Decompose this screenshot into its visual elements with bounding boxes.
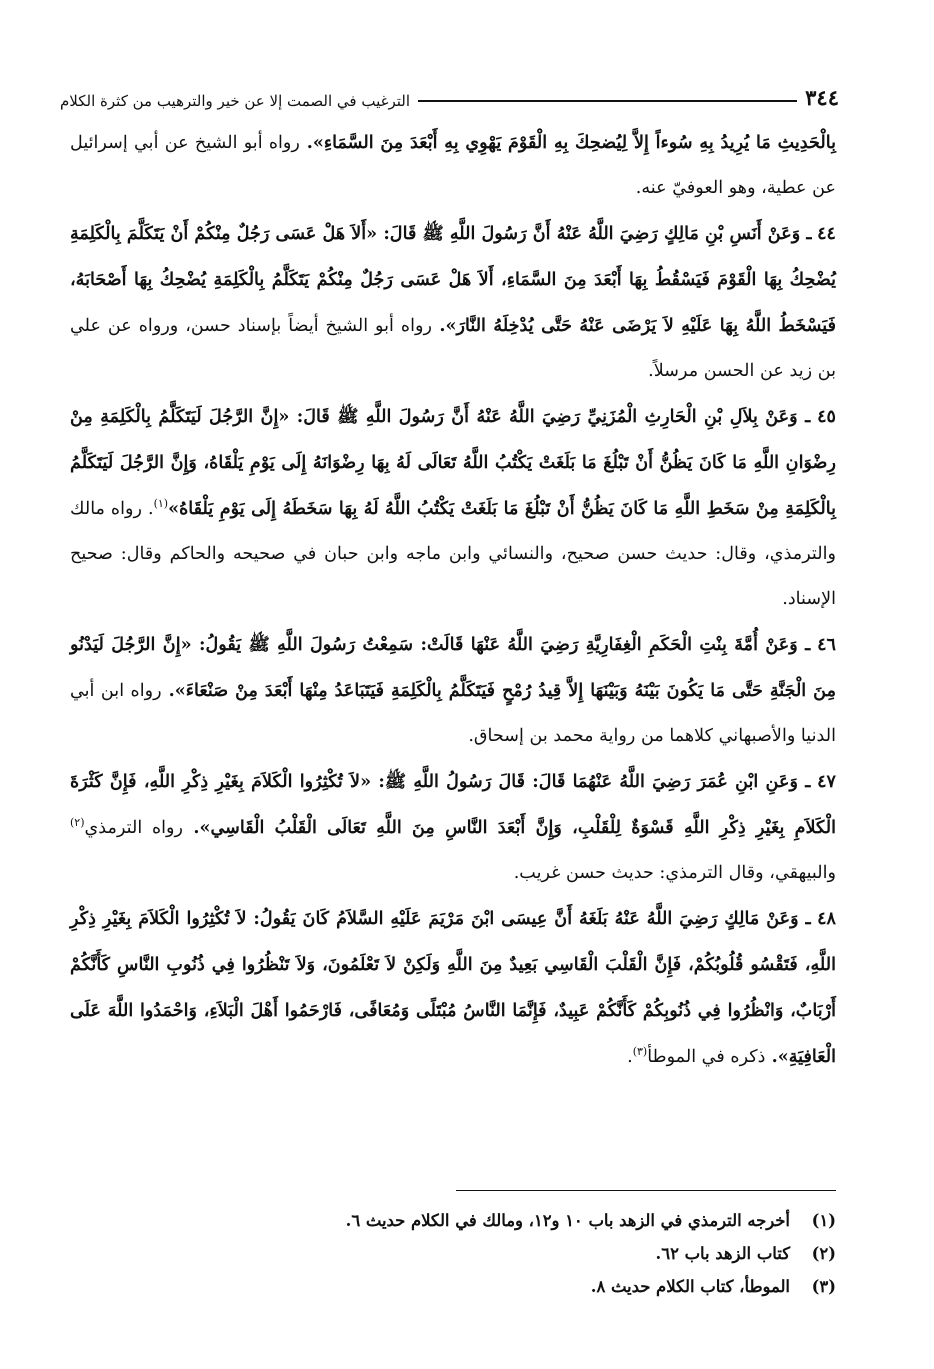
hadith-text: وَعَنْ أَنَسِ بْنِ مَالِكٍ رَضِيَ اللَّهُ عَنْهُ أَنَّ رَسُولَ اللَّهِ ﷺ قَالَ: «أَلاَ هَلْ عَسَى رَجُلٌ مِنْكُمْ أَنْ يَتَكَلَّمَ بِالْكَلِمَةِ يُضْحِكُ بِهَا الْقَوْمَ فَيَسْقُطُ بِهَا أَبْعَدَ مِنَ السَّمَاءِ، أَلاَ هَلْ عَسَى رَجُلٌ مِنْكُمْ يَتَكَلَّمُ بِالْكَلِمَةِ يُضْحِكُ بِهَا أَصْحَابَهُ، فَيَسْخَطُ اللَّهُ بِهَا عَلَيْهِ لاَ يَرْضَى عَنْهُ حَتَّى يُدْخِلَهُ النَّارَ». — [70, 223, 836, 336]
footnote-reference: (١) — [153, 497, 169, 511]
footnote-text: أخرجه الترمذي في الزهد باب ١٠ و١٢، ومالك في الكلام حديث ٦. — [345, 1211, 790, 1230]
hadith-source: رواه الترمذي — [84, 818, 184, 838]
body-text — [70, 120, 836, 1080]
hadith-source: . رواه مالك والترمذي، وقال: حديث حسن صحيح، والنسائي وابن ماجه وابن حبان في صحيحه والحاكم وقال: صحيح الإسناد. — [70, 499, 836, 609]
paragraph-hadith-47 — [70, 759, 836, 896]
hadith-number: ٤٦ — [817, 634, 836, 655]
hadith-text: وَعَنِ ابْنِ عُمَرَ رَضِيَ اللَّهُ عَنْهُمَا قَالَ: قَالَ رَسُولُ اللَّهِ ﷺ: «لاَ تُكْثِرُوا الْكَلاَمَ بِغَيْرِ ذِكْرِ اللَّهِ، فَإِنَّ كَثْرَةَ الْكَلاَمِ بِغَيْرِ ذِكْرِ اللَّهِ قَسْوَةٌ لِلْقَلْبِ، وَإِنَّ أَبْعَدَ النَّاسِ مِنَ اللَّهِ تَعَالَى الْقَلْبُ الْقَاسِي». — [70, 771, 837, 838]
hadith-source-continued: والبيهقي، وقال الترمذي: حديث حسن غريب. — [513, 863, 836, 883]
footnote — [70, 1270, 836, 1303]
paragraph-continuation — [70, 120, 836, 211]
hadith-dash: ـ — [797, 634, 811, 655]
hadith-text: وَعَنْ بِلاَلِ بْنِ الْحَارِثِ الْمُزَنِيِّ رَضِيَ اللَّهُ عَنْهُ أَنَّ رَسُولَ اللَّهِ ﷺ قَالَ: «إِنَّ الرَّجُلَ لَيَتَكَلَّمُ بِالْكَلِمَةِ مِنْ رِضْوَانِ اللَّهِ مَا كَانَ يَظُنُّ أَنْ تَبْلُغَ مَا بَلَغَتْ يَكْتُبُ اللَّهُ تَعَالَى لَهُ بِهَا رِضْوَانَهُ إِلَى يَوْمِ يَلْقَاهُ، وَإِنَّ الرَّجُلَ لَيَتَكَلَّمُ بِالْكَلِمَةِ مِنْ سَخَطِ اللَّهِ مَا كَانَ يَظُنُّ أَنْ تَبْلُغَ مَا بَلَغَتْ يَكْتُبُ اللَّهُ لَهُ بِهَا سَخَطَهُ إِلَى يَوْمِ يَلْقَاهُ» — [70, 406, 836, 519]
hadith-number: ٤٤ — [817, 223, 837, 244]
page-number: ٣٤٤ — [805, 85, 839, 110]
footnote-text: الموطأ، كتاب الكلام حديث ٨. — [590, 1277, 790, 1296]
footnote — [70, 1204, 836, 1237]
header-title: الترغيب في الصمت إلا عن خير والترهيب من كثرة الكلام — [60, 92, 411, 110]
hadith-text: بِالْحَدِيثِ مَا يُرِيدُ بِهِ سُوءاً إِلاَّ لِيُضحِكَ بِهِ الْقَوْمَ يَهْوِي بِهِ أَبْعَدَ مِنَ السَّمَاءِ». — [299, 132, 837, 153]
hadith-source: رواه أبو الشيخ عن أبي إسرائيل عن عطية، وهو العوفيّ عنه. — [70, 133, 836, 198]
paragraph-hadith-44 — [70, 211, 836, 394]
footnotes — [70, 1204, 836, 1303]
hadith-source: رواه ابن أبي الدنيا والأصبهاني كلاهما من رواية محمد بن إسحاق. — [70, 681, 836, 746]
footnote-rule — [456, 1190, 836, 1191]
footnote-reference: (٢) — [70, 816, 85, 830]
hadith-dash: ـ — [797, 406, 811, 427]
hadith-number: ٤٨ — [817, 908, 837, 929]
hadith-dash: ـ — [798, 908, 811, 929]
footnote-mark: (١) — [811, 1211, 836, 1230]
hadith-number: ٤٧ — [817, 771, 836, 792]
running-header — [60, 78, 839, 110]
hadith-source-continued: . — [627, 1047, 633, 1067]
footnote — [70, 1237, 836, 1270]
hadith-text: وَعَنْ مَالِكٍ رَضِيَ اللَّهُ عَنْهُ بَلَغَهُ أَنَّ عِيسَى ابْنَ مَرْيَمَ عَلَيْهِ السَّلاَمُ كَانَ يَقُولُ: لاَ تُكْثِرُوا الْكَلاَمَ بِغَيْرِ ذِكْرِ اللَّهِ، فَتَقْسُو قُلُوبُكُمْ، فَإِنَّ الْقَلْبَ الْقَاسِي بَعِيدٌ مِنَ اللَّهِ وَلَكِنْ لاَ تَعْلَمُونَ، وَلاَ تَنْظُرُوا فِي ذُنُوبِ النَّاسِ كَأَنَّكُمْ أَرْبَابٌ، وَانْظُرُوا فِي ذُنُوبِكُمْ كَأَنَّكُمْ عَبِيدٌ، فَإِنَّمَا النَّاسُ مُبْتَلًى وَمُعَافًى، فَارْحَمُوا أَهْلَ الْبَلاَءِ، وَاحْمَدُوا اللَّهَ عَلَى الْعَافِيَةِ». — [70, 908, 836, 1067]
hadith-dash: ـ — [797, 771, 811, 792]
footnote-reference: (٣) — [632, 1045, 648, 1059]
hadith-number: ٤٥ — [817, 406, 837, 427]
paragraph-hadith-45 — [70, 394, 836, 622]
hadith-source: ذكره في الموطأ — [647, 1047, 766, 1067]
paragraph-hadith-48 — [70, 896, 836, 1080]
paragraph-hadith-46 — [70, 622, 836, 759]
hadith-source: رواه أبو الشيخ أيضاً بإسناد حسن، ورواه عن علي بن زيد عن الحسن مرسلاً. — [70, 316, 836, 381]
header-rule — [418, 100, 797, 102]
hadith-dash: ـ — [800, 223, 812, 244]
footnote-mark: (٣) — [811, 1277, 836, 1296]
footnote-mark: (٢) — [811, 1244, 836, 1263]
hadith-text: وَعَنْ أُمَّةَ بِنْتِ الْحَكَمِ الْغِفَارِيَّةِ رَضِيَ اللَّهُ عَنْهَا قَالَتْ: سَمِعْتُ رَسُولَ اللَّهِ ﷺ يَقُولُ: «إِنَّ الرَّجُلَ لَيَدْنُو مِنَ الْجَنَّةِ حَتَّى مَا يَكُونَ بَيْنَهُ وَبَيْنَهَا إِلاَّ قِيدُ رُمْحٍ فَيَتَكَلَّمُ بِالْكَلِمَةِ فَيَتَبَاعَدُ مِنْهَا أَبْعَدَ مِنْ صَنْعَاءَ». — [70, 634, 836, 701]
footnote-text: كتاب الزهد باب ٦٢. — [655, 1244, 790, 1263]
